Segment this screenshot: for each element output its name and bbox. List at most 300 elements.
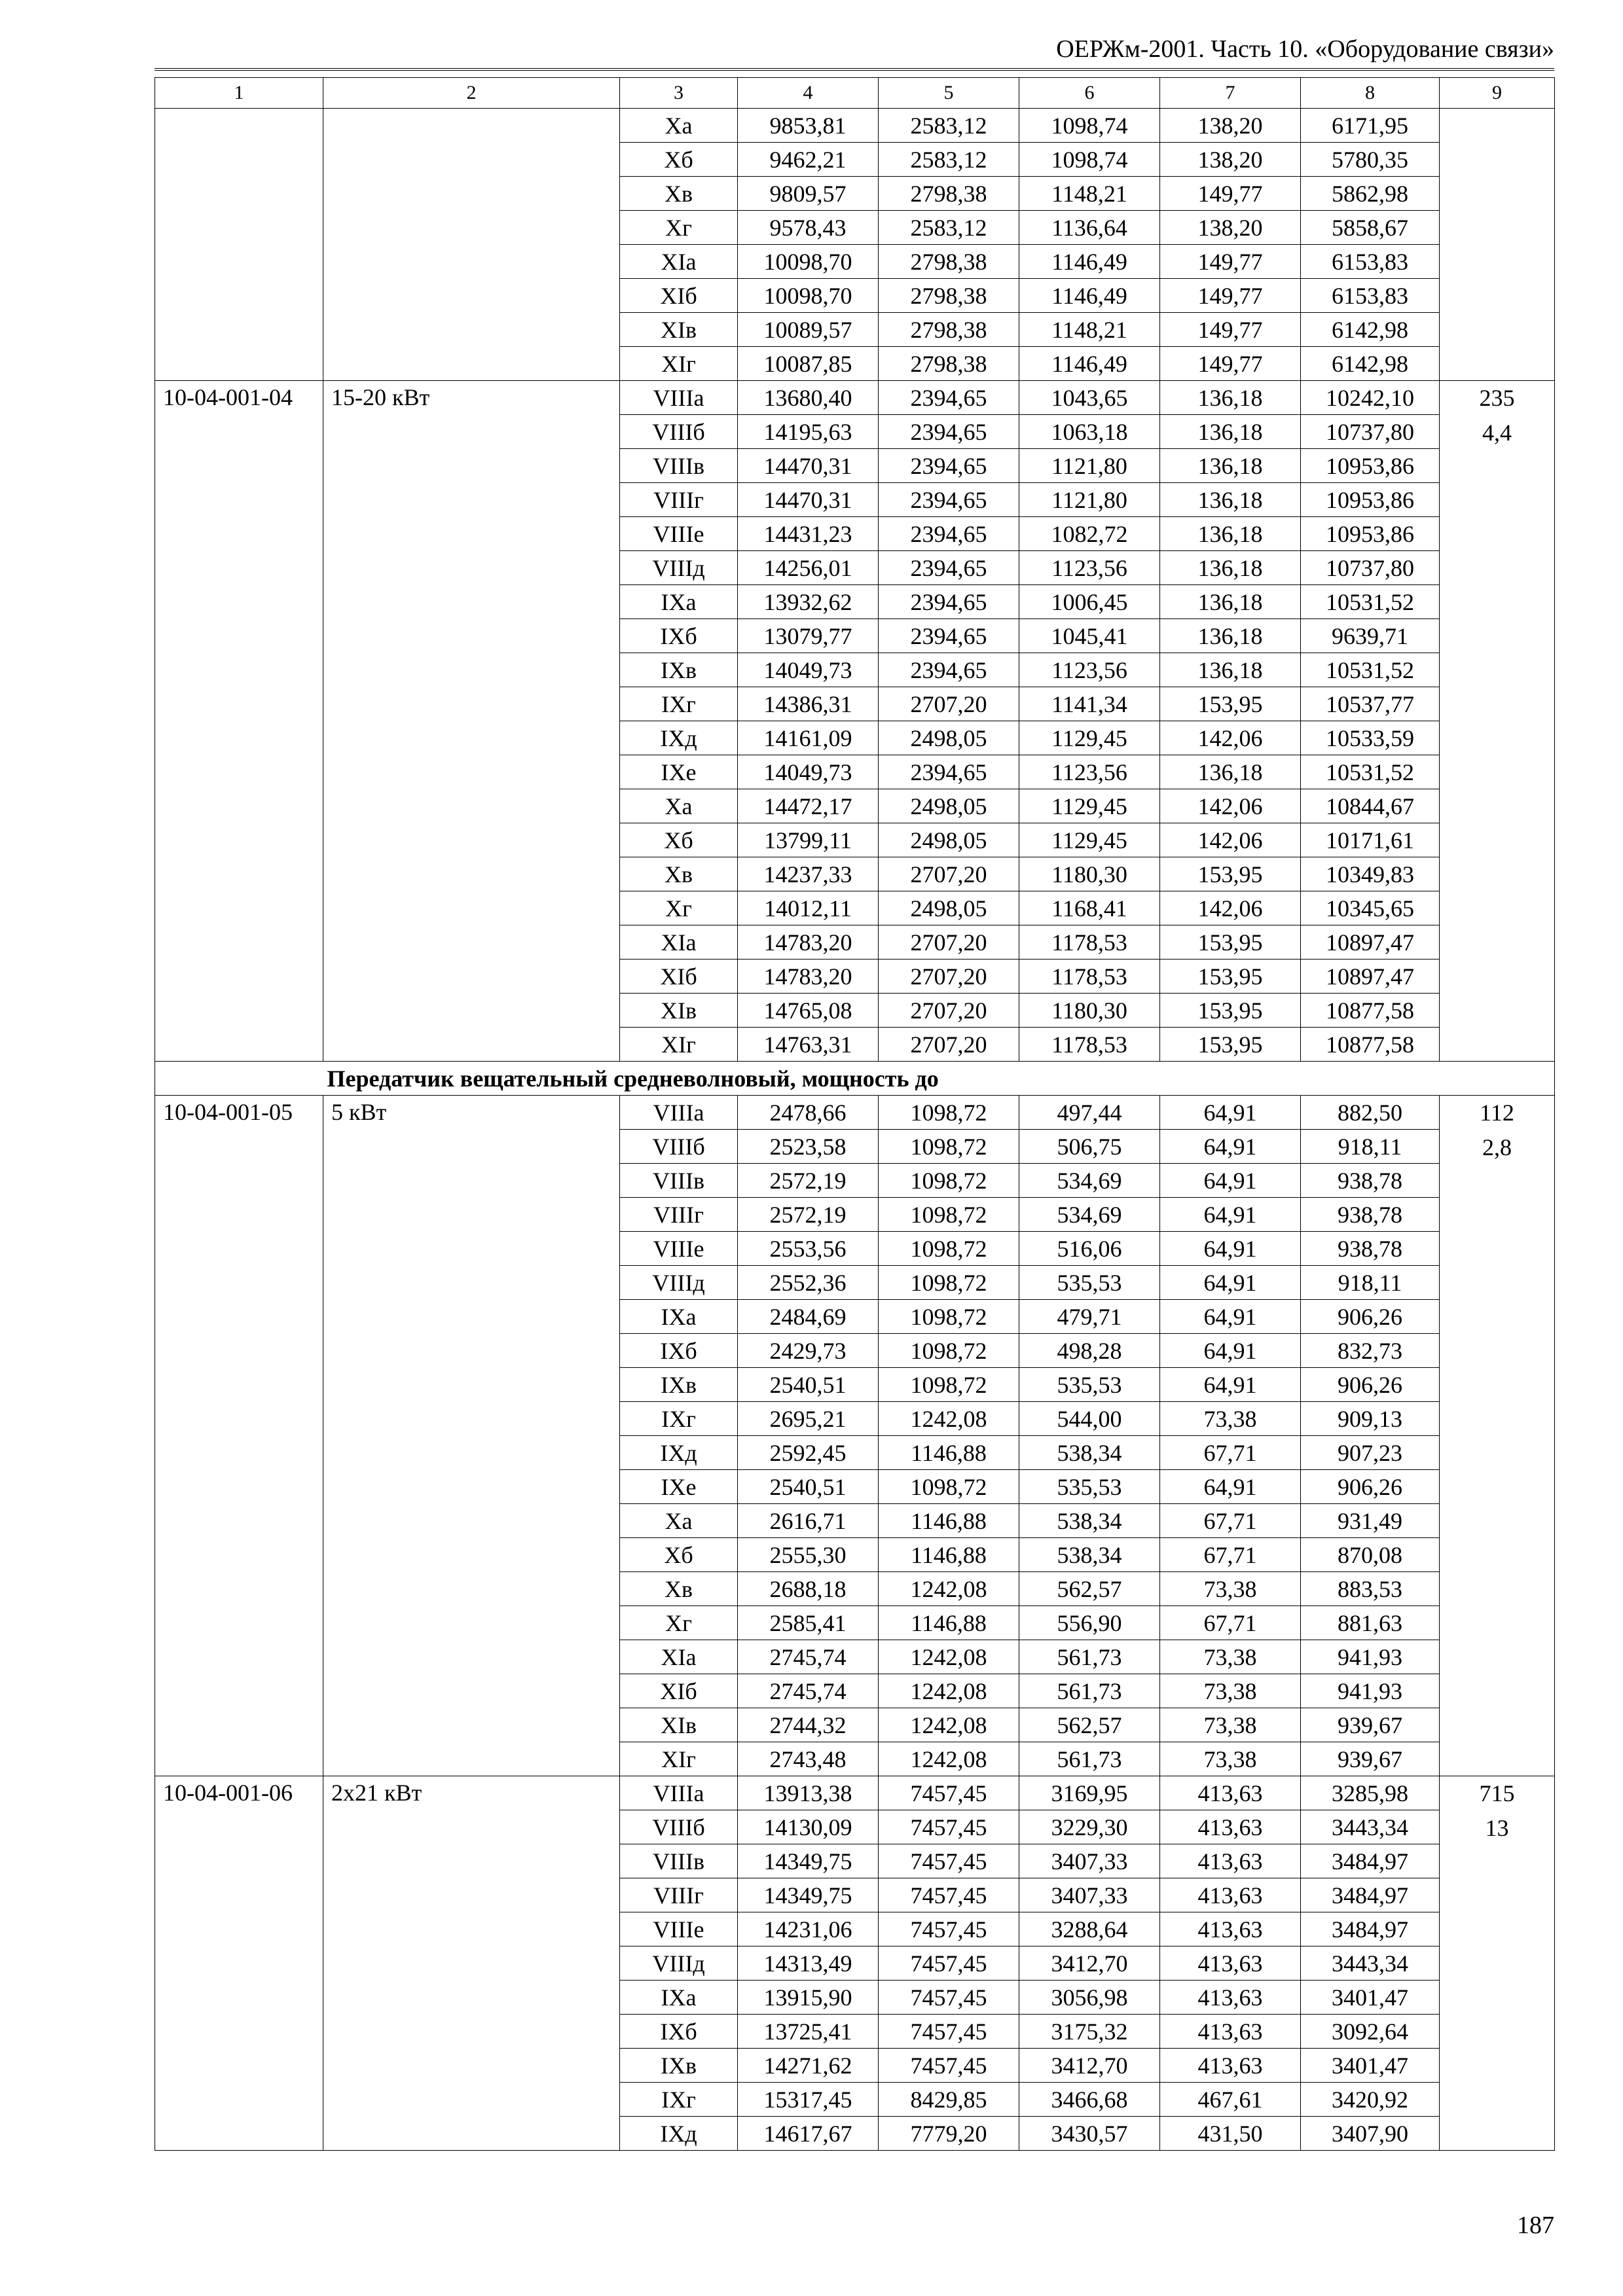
value-cell: 883,53 [1301, 1572, 1440, 1606]
value-cell: 10349,83 [1301, 857, 1440, 891]
value-cell: 906,26 [1301, 1470, 1440, 1504]
zone-cell: Xв [620, 177, 738, 211]
value-cell: 10737,80 [1301, 415, 1440, 449]
value-cell: 6142,98 [1301, 313, 1440, 347]
value-cell: 10844,67 [1301, 789, 1440, 823]
value-cell: 1146,49 [1019, 279, 1160, 313]
value-cell: 136,18 [1160, 755, 1301, 789]
value-cell: 13725,41 [738, 2015, 879, 2049]
value-cell: 73,38 [1160, 1402, 1301, 1436]
value-cell: 14049,73 [738, 653, 879, 687]
zone-cell: Xб [620, 823, 738, 857]
value-cell: 1180,30 [1019, 994, 1160, 1028]
value-cell: 13915,90 [738, 1981, 879, 2015]
value-cell: 10877,58 [1301, 994, 1440, 1028]
value-cell: 14161,09 [738, 721, 879, 755]
value-cell: 1146,49 [1019, 245, 1160, 279]
value-cell: 7457,45 [879, 1878, 1019, 1912]
value-cell: 14470,31 [738, 483, 879, 517]
value-cell: 1098,72 [879, 1334, 1019, 1368]
table-row [155, 1776, 1555, 1810]
value-cell: 64,91 [1160, 1368, 1301, 1402]
value-cell: 15317,45 [738, 2083, 879, 2117]
value-cell: 10953,86 [1301, 483, 1440, 517]
zone-cell: IXб [620, 1334, 738, 1368]
column-9-value: 4,4 [1482, 420, 1512, 446]
zone-cell: XIв [620, 313, 738, 347]
value-cell: 1168,41 [1019, 891, 1160, 925]
zone-cell: VIIIa [620, 381, 738, 415]
value-cell: 142,06 [1160, 823, 1301, 857]
value-cell: 153,95 [1160, 1028, 1301, 1062]
value-cell: 2394,65 [879, 415, 1019, 449]
zone-cell: Xб [620, 143, 738, 177]
value-cell: 67,71 [1160, 1504, 1301, 1538]
value-cell: 538,34 [1019, 1538, 1160, 1572]
value-cell: 1043,65 [1019, 381, 1160, 415]
item-name-cell: 5 кВт [323, 1096, 620, 1776]
value-cell: 7457,45 [879, 1844, 1019, 1878]
value-cell: 14386,31 [738, 687, 879, 721]
column-9-value: 715 [1479, 1780, 1515, 1806]
value-cell: 3092,64 [1301, 2015, 1440, 2049]
value-cell: 13799,11 [738, 823, 879, 857]
value-cell: 516,06 [1019, 1232, 1160, 1266]
value-cell: 906,26 [1301, 1300, 1440, 1334]
item-code-cell: 10-04-001-06 [155, 1776, 323, 2151]
value-cell: 73,38 [1160, 1640, 1301, 1674]
value-cell: 882,50 [1301, 1096, 1440, 1130]
zone-cell: XIг [620, 1742, 738, 1776]
value-cell: 136,18 [1160, 449, 1301, 483]
value-cell: 153,95 [1160, 925, 1301, 960]
value-cell: 3430,57 [1019, 2117, 1160, 2151]
column-header: 7 [1160, 78, 1301, 109]
value-cell: 1098,72 [879, 1470, 1019, 1504]
value-cell: 2707,20 [879, 994, 1019, 1028]
value-cell: 2707,20 [879, 857, 1019, 891]
zone-cell: VIIIв [620, 1164, 738, 1198]
value-cell: 1045,41 [1019, 619, 1160, 653]
value-cell: 10537,77 [1301, 687, 1440, 721]
value-cell: 1242,08 [879, 1708, 1019, 1742]
value-cell: 479,71 [1019, 1300, 1160, 1334]
value-cell: 1098,74 [1019, 143, 1160, 177]
value-cell: 2798,38 [879, 279, 1019, 313]
value-cell: 14349,75 [738, 1878, 879, 1912]
value-cell: 3407,33 [1019, 1844, 1160, 1878]
value-cell: 2583,12 [879, 211, 1019, 245]
column-9-value: 13 [1485, 1815, 1509, 1841]
value-cell: 1146,88 [879, 1606, 1019, 1640]
zone-cell: XIб [620, 960, 738, 994]
value-cell: 3407,33 [1019, 1878, 1160, 1912]
value-cell: 939,67 [1301, 1742, 1440, 1776]
value-cell: 2394,65 [879, 483, 1019, 517]
column-header: 4 [738, 78, 879, 109]
value-cell: 556,90 [1019, 1606, 1160, 1640]
value-cell: 6142,98 [1301, 347, 1440, 381]
value-cell: 538,34 [1019, 1436, 1160, 1470]
value-cell: 1180,30 [1019, 857, 1160, 891]
zone-cell: IXв [620, 1368, 738, 1402]
value-cell: 3056,98 [1019, 1981, 1160, 2015]
value-cell: 14431,23 [738, 517, 879, 551]
zone-cell: IXa [620, 585, 738, 619]
column-9-cell [1440, 1096, 1555, 1776]
value-cell: 1006,45 [1019, 585, 1160, 619]
value-cell: 413,63 [1160, 1776, 1301, 1810]
section-spacer-cell [155, 1062, 323, 1096]
value-cell: 1148,21 [1019, 177, 1160, 211]
zone-cell: XIг [620, 1028, 738, 1062]
zone-cell: VIIIe [620, 1912, 738, 1946]
value-cell: 5862,98 [1301, 177, 1440, 211]
value-cell: 2688,18 [738, 1572, 879, 1606]
zone-cell: XIб [620, 279, 738, 313]
zone-cell: IXд [620, 721, 738, 755]
value-cell: 2540,51 [738, 1470, 879, 1504]
value-cell: 1178,53 [1019, 960, 1160, 994]
zone-cell: VIIIд [620, 1266, 738, 1300]
zone-cell: VIIIб [620, 415, 738, 449]
value-cell: 142,06 [1160, 789, 1301, 823]
value-cell: 413,63 [1160, 1912, 1301, 1946]
value-cell: 1129,45 [1019, 823, 1160, 857]
value-cell: 2498,05 [879, 891, 1019, 925]
zone-cell: VIIIб [620, 1810, 738, 1844]
value-cell: 67,71 [1160, 1606, 1301, 1640]
value-cell: 497,44 [1019, 1096, 1160, 1130]
value-cell: 3169,95 [1019, 1776, 1160, 1810]
value-cell: 10533,59 [1301, 721, 1440, 755]
value-cell: 1242,08 [879, 1640, 1019, 1674]
value-cell: 431,50 [1160, 2117, 1301, 2151]
value-cell: 2498,05 [879, 823, 1019, 857]
value-cell: 14012,11 [738, 891, 879, 925]
zone-cell: IXв [620, 2049, 738, 2083]
value-cell: 1082,72 [1019, 517, 1160, 551]
value-cell: 9639,71 [1301, 619, 1440, 653]
value-cell: 1146,88 [879, 1538, 1019, 1572]
value-cell: 14313,49 [738, 1946, 879, 1981]
value-cell: 918,11 [1301, 1266, 1440, 1300]
value-cell: 2478,66 [738, 1096, 879, 1130]
zone-cell: VIIIг [620, 483, 738, 517]
value-cell: 1242,08 [879, 1402, 1019, 1436]
value-cell: 907,23 [1301, 1436, 1440, 1470]
table-row [155, 1096, 1555, 1130]
column-header: 3 [620, 78, 738, 109]
value-cell: 14783,20 [738, 925, 879, 960]
value-cell: 3443,34 [1301, 1810, 1440, 1844]
value-cell: 534,69 [1019, 1164, 1160, 1198]
value-cell: 149,77 [1160, 313, 1301, 347]
value-cell: 2394,65 [879, 755, 1019, 789]
value-cell: 14765,08 [738, 994, 879, 1028]
value-cell: 10098,70 [738, 279, 879, 313]
zone-cell: VIIIв [620, 1844, 738, 1878]
value-cell: 7457,45 [879, 1946, 1019, 1981]
value-cell: 14256,01 [738, 551, 879, 585]
value-cell: 10953,86 [1301, 449, 1440, 483]
zone-cell: XIв [620, 1708, 738, 1742]
zone-cell: VIIIa [620, 1776, 738, 1810]
zone-cell: VIIIд [620, 1946, 738, 1981]
value-cell: 939,67 [1301, 1708, 1440, 1742]
value-cell: 2707,20 [879, 960, 1019, 994]
value-cell: 1242,08 [879, 1742, 1019, 1776]
value-cell: 10242,10 [1301, 381, 1440, 415]
zone-cell: Xб [620, 1538, 738, 1572]
value-cell: 13932,62 [738, 585, 879, 619]
value-cell: 906,26 [1301, 1368, 1440, 1402]
value-cell: 2798,38 [879, 347, 1019, 381]
value-cell: 14763,31 [738, 1028, 879, 1062]
zone-cell: IXa [620, 1981, 738, 2015]
value-cell: 14231,06 [738, 1912, 879, 1946]
value-cell: 73,38 [1160, 1708, 1301, 1742]
value-cell: 413,63 [1160, 1844, 1301, 1878]
column-header: 2 [323, 78, 620, 109]
value-cell: 561,73 [1019, 1742, 1160, 1776]
value-cell: 64,91 [1160, 1198, 1301, 1232]
value-cell: 3412,70 [1019, 1946, 1160, 1981]
value-cell: 3401,47 [1301, 1981, 1440, 2015]
value-cell: 2798,38 [879, 313, 1019, 347]
value-cell: 138,20 [1160, 143, 1301, 177]
value-cell: 14195,63 [738, 415, 879, 449]
zone-cell: IXб [620, 619, 738, 653]
value-cell: 7457,45 [879, 2015, 1019, 2049]
value-cell: 3466,68 [1019, 2083, 1160, 2117]
value-cell: 498,28 [1019, 1334, 1160, 1368]
value-cell: 7457,45 [879, 1912, 1019, 1946]
item-name-cell [323, 109, 620, 381]
value-cell: 413,63 [1160, 1981, 1301, 2015]
value-cell: 10877,58 [1301, 1028, 1440, 1062]
value-cell: 14271,62 [738, 2049, 879, 2083]
zone-cell: IXв [620, 653, 738, 687]
value-cell: 2572,19 [738, 1198, 879, 1232]
value-cell: 73,38 [1160, 1572, 1301, 1606]
column-9-value: 112 [1480, 1100, 1514, 1126]
value-cell: 1141,34 [1019, 687, 1160, 721]
section-row [155, 1062, 1555, 1096]
value-cell: 1098,72 [879, 1300, 1019, 1334]
value-cell: 153,95 [1160, 994, 1301, 1028]
value-cell: 6153,83 [1301, 245, 1440, 279]
value-cell: 2523,58 [738, 1130, 879, 1164]
value-cell: 1098,74 [1019, 109, 1160, 143]
value-cell: 467,61 [1160, 2083, 1301, 2117]
table-row [155, 109, 1555, 143]
value-cell: 14470,31 [738, 449, 879, 483]
value-cell: 413,63 [1160, 1810, 1301, 1844]
value-cell: 1098,72 [879, 1130, 1019, 1164]
value-cell: 1146,88 [879, 1436, 1019, 1470]
column-9-cell [1440, 109, 1555, 381]
item-code-cell [155, 109, 323, 381]
value-cell: 6171,95 [1301, 109, 1440, 143]
value-cell: 153,95 [1160, 687, 1301, 721]
value-cell: 538,34 [1019, 1504, 1160, 1538]
value-cell: 2498,05 [879, 721, 1019, 755]
value-cell: 832,73 [1301, 1334, 1440, 1368]
value-cell: 13913,38 [738, 1776, 879, 1810]
value-cell: 153,95 [1160, 857, 1301, 891]
zone-cell: IXa [620, 1300, 738, 1334]
value-cell: 938,78 [1301, 1232, 1440, 1266]
zone-cell: XIa [620, 1640, 738, 1674]
value-cell: 3229,30 [1019, 1810, 1160, 1844]
zone-cell: Xa [620, 109, 738, 143]
zone-cell: VIIIe [620, 1232, 738, 1266]
item-name-cell: 15-20 кВт [323, 381, 620, 1062]
value-cell: 1148,21 [1019, 313, 1160, 347]
value-cell: 1242,08 [879, 1674, 1019, 1708]
value-cell: 1098,72 [879, 1164, 1019, 1198]
zone-cell: Xв [620, 1572, 738, 1606]
column-header: 5 [879, 78, 1019, 109]
value-cell: 1098,72 [879, 1368, 1019, 1402]
zone-cell: XIб [620, 1674, 738, 1708]
value-cell: 2394,65 [879, 585, 1019, 619]
value-cell: 941,93 [1301, 1640, 1440, 1674]
zone-cell: IXг [620, 2083, 738, 2117]
value-cell: 2592,45 [738, 1436, 879, 1470]
zone-cell: IXг [620, 687, 738, 721]
zone-cell: VIIIe [620, 517, 738, 551]
value-cell: 64,91 [1160, 1266, 1301, 1300]
value-cell: 7779,20 [879, 2117, 1019, 2151]
value-cell: 10089,57 [738, 313, 879, 347]
zone-cell: VIIIд [620, 551, 738, 585]
value-cell: 7457,45 [879, 1776, 1019, 1810]
value-cell: 1129,45 [1019, 789, 1160, 823]
price-table [155, 77, 1555, 2151]
value-cell: 2745,74 [738, 1640, 879, 1674]
item-code-cell: 10-04-001-05 [155, 1096, 323, 1776]
zone-cell: VIIIг [620, 1878, 738, 1912]
value-cell: 2394,65 [879, 653, 1019, 687]
value-cell: 149,77 [1160, 245, 1301, 279]
value-cell: 3443,34 [1301, 1946, 1440, 1981]
value-cell: 2553,56 [738, 1232, 879, 1266]
zone-cell: VIIIг [620, 1198, 738, 1232]
value-cell: 2583,12 [879, 143, 1019, 177]
value-cell: 64,91 [1160, 1334, 1301, 1368]
value-cell: 3484,97 [1301, 1844, 1440, 1878]
zone-cell: Xв [620, 857, 738, 891]
value-cell: 2394,65 [879, 551, 1019, 585]
value-cell: 1121,80 [1019, 483, 1160, 517]
value-cell: 136,18 [1160, 551, 1301, 585]
value-cell: 5780,35 [1301, 143, 1440, 177]
zone-cell: IXe [620, 1470, 738, 1504]
page-number: 187 [1517, 2212, 1554, 2239]
value-cell: 6153,83 [1301, 279, 1440, 313]
value-cell: 14783,20 [738, 960, 879, 994]
value-cell: 10897,47 [1301, 925, 1440, 960]
value-cell: 413,63 [1160, 2015, 1301, 2049]
value-cell: 1098,72 [879, 1198, 1019, 1232]
value-cell: 938,78 [1301, 1164, 1440, 1198]
zone-cell: Xг [620, 211, 738, 245]
value-cell: 870,08 [1301, 1538, 1440, 1572]
value-cell: 2707,20 [879, 925, 1019, 960]
value-cell: 1098,72 [879, 1266, 1019, 1300]
value-cell: 67,71 [1160, 1436, 1301, 1470]
value-cell: 2394,65 [879, 619, 1019, 653]
zone-cell: Xг [620, 891, 738, 925]
value-cell: 2707,20 [879, 1028, 1019, 1062]
value-cell: 1123,56 [1019, 653, 1160, 687]
value-cell: 10953,86 [1301, 517, 1440, 551]
value-cell: 2394,65 [879, 449, 1019, 483]
zone-cell: VIIIa [620, 1096, 738, 1130]
value-cell: 9462,21 [738, 143, 879, 177]
column-header: 8 [1301, 78, 1440, 109]
value-cell: 1242,08 [879, 1572, 1019, 1606]
value-cell: 153,95 [1160, 960, 1301, 994]
value-cell: 7457,45 [879, 1810, 1019, 1844]
column-9-value: 235 [1479, 385, 1515, 411]
value-cell: 10531,52 [1301, 755, 1440, 789]
value-cell: 64,91 [1160, 1096, 1301, 1130]
value-cell: 1129,45 [1019, 721, 1160, 755]
table-row [155, 381, 1555, 415]
value-cell: 413,63 [1160, 1878, 1301, 1912]
value-cell: 14237,33 [738, 857, 879, 891]
zone-cell: IXг [620, 1402, 738, 1436]
value-cell: 2583,12 [879, 109, 1019, 143]
value-cell: 3285,98 [1301, 1776, 1440, 1810]
value-cell: 149,77 [1160, 279, 1301, 313]
value-cell: 561,73 [1019, 1640, 1160, 1674]
zone-cell: IXд [620, 1436, 738, 1470]
value-cell: 2695,21 [738, 1402, 879, 1436]
column-header: 9 [1440, 78, 1555, 109]
value-cell: 8429,85 [879, 2083, 1019, 2117]
value-cell: 2707,20 [879, 687, 1019, 721]
value-cell: 1146,88 [879, 1504, 1019, 1538]
value-cell: 136,18 [1160, 381, 1301, 415]
value-cell: 881,63 [1301, 1606, 1440, 1640]
value-cell: 64,91 [1160, 1164, 1301, 1198]
value-cell: 562,57 [1019, 1708, 1160, 1742]
value-cell: 7457,45 [879, 2049, 1019, 2083]
value-cell: 9809,57 [738, 177, 879, 211]
value-cell: 931,49 [1301, 1504, 1440, 1538]
value-cell: 9578,43 [738, 211, 879, 245]
zone-cell: XIв [620, 994, 738, 1028]
value-cell: 64,91 [1160, 1470, 1301, 1504]
value-cell: 535,53 [1019, 1470, 1160, 1504]
value-cell: 562,57 [1019, 1572, 1160, 1606]
value-cell: 2744,32 [738, 1708, 879, 1742]
value-cell: 64,91 [1160, 1130, 1301, 1164]
value-cell: 413,63 [1160, 1946, 1301, 1981]
zone-cell: VIIIб [620, 1130, 738, 1164]
zone-cell: Xa [620, 789, 738, 823]
zone-cell: IXe [620, 755, 738, 789]
value-cell: 10171,61 [1301, 823, 1440, 857]
value-cell: 10737,80 [1301, 551, 1440, 585]
value-cell: 3407,90 [1301, 2117, 1440, 2151]
value-cell: 2616,71 [738, 1504, 879, 1538]
zone-cell: XIa [620, 245, 738, 279]
